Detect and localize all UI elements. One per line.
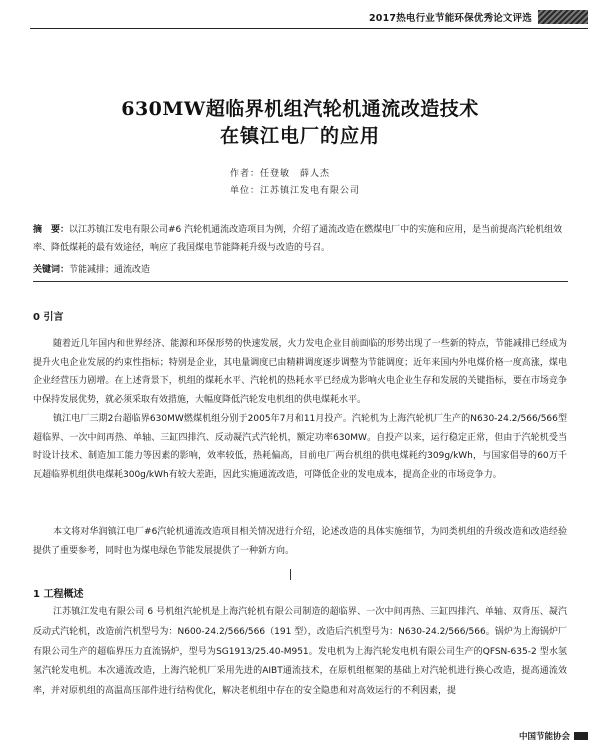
paragraph: 本文将对华润镇江电厂#6汽轮机通流改造项目相关情况进行介绍，论述改造的具体实施细节，为同类机组的升级改造和改造经验提供了重要参考，同时也为煤电绿色节能发展提供了一种新方向。 — [33, 527, 567, 556]
running-header — [369, 8, 588, 26]
footer-logo-icon — [574, 732, 588, 740]
footer-text: 中国节能协会 — [518, 732, 570, 742]
paper-title-line-2: 在镇江电厂的应用 — [219, 125, 380, 147]
paragraph: 镇江电厂三期2台超临界630MW燃煤机组分别于2005年7月和11月投产。汽轮机为上海汽轮机厂生产的N630-24.2/566/566型超临界、一次中间再热、单轴、三缸四排汽、反动凝汽式汽轮机，额定功率630MW。自投产以来，运行稳定正常，但由于汽轮机受当时设计技术、制造加工能力等因素的影响，效率较低，热耗偏高，目前电厂两台机组的供电煤耗约309g/kWh，与国家倡导的60万千瓦超临界机组供电煤耗300g/kWh有较大差距，因此实施通流改造，可降低企业的发电成本，提高企业的市场竞争力。 — [33, 414, 567, 480]
abstract-label: 摘 要： — [33, 225, 70, 235]
paper-title-line-1: 630MW超临界机组汽轮机通流改造技术 — [121, 98, 479, 120]
abstract-text: 以江苏镇江发电有限公司#6 汽轮机通流改造项目为例，介绍了通流改造在燃煤电厂中的实施和应用，是当前提高汽轮机组效率、降低煤耗的最有效途径，响应了我国煤电节能降耗升级与改造的号召。 — [33, 225, 563, 253]
keywords-text: 节能减排；通流改造 — [69, 265, 151, 275]
keywords — [33, 262, 566, 275]
keywords-label: 关键词： — [33, 265, 70, 275]
section-heading-overview: 1 工程概述 — [33, 589, 84, 600]
affiliation: 单位：江苏镇江发电有限公司 — [230, 186, 361, 196]
abstract — [33, 221, 566, 257]
paper-title — [0, 96, 600, 150]
authors: 作者：任登敏 薛人杰 — [230, 169, 331, 179]
header-decoration — [538, 10, 588, 24]
keywords-rule — [33, 281, 568, 282]
paragraph: 随着近几年国内和世界经济、能源和环保形势的快速发展，火力发电企业目前面临的形势出现了一些新的特点，节能减排已经成为提升火电企业发展的约束性指标；特别是企业，其电量调度已由精耕调度逐步调整为节能调度；近年来国内外电煤价格一度高涨，煤电企业经营压力剧增。在上述背景下，机组的煤耗水平、汽轮机的热耗水平已经成为影响火电企业生存和发展的关键指标，要在市场竞争中保持发展优势，就必须采取有效措施，大幅度降低汽轮发电机组的供电煤耗水平。 — [33, 339, 567, 405]
header-rule — [30, 28, 588, 29]
footer — [519, 730, 588, 742]
section-heading-introduction: 0 引言 — [33, 312, 64, 323]
text-cursor-mark — [290, 569, 291, 580]
running-title: 2017热电行业节能环保优秀论文评选 — [368, 13, 532, 24]
paragraph: 江苏镇江发电有限公司 6 号机组汽轮机是上海汽轮机有限公司制造的超临界、一次中间再热、三缸四排汽、单轴、双背压、凝汽反动式汽轮机，改造前汽机型号为：N600-24.2/566/566（191 型），改造后汽机型号为：N630-24.2/566/566。锅炉为上海锅炉厂有限公司生产的超临界压力直流锅炉，型号为SG1913/25.40-M951。发电机为上海汽轮发电机有限公司生产的QFSN-635-2 型水氢氢汽轮发电机。本次通流改造，上海汽轮机厂采用先进的AIBT通流技术，在原机组框架的基础上对汽轮机进行换心改造，提高通流效率，并对原机组的高温高压部件进行结构优化，解决老机组中存在的安全隐患和对高效运行的不利因素，提 — [33, 607, 567, 697]
